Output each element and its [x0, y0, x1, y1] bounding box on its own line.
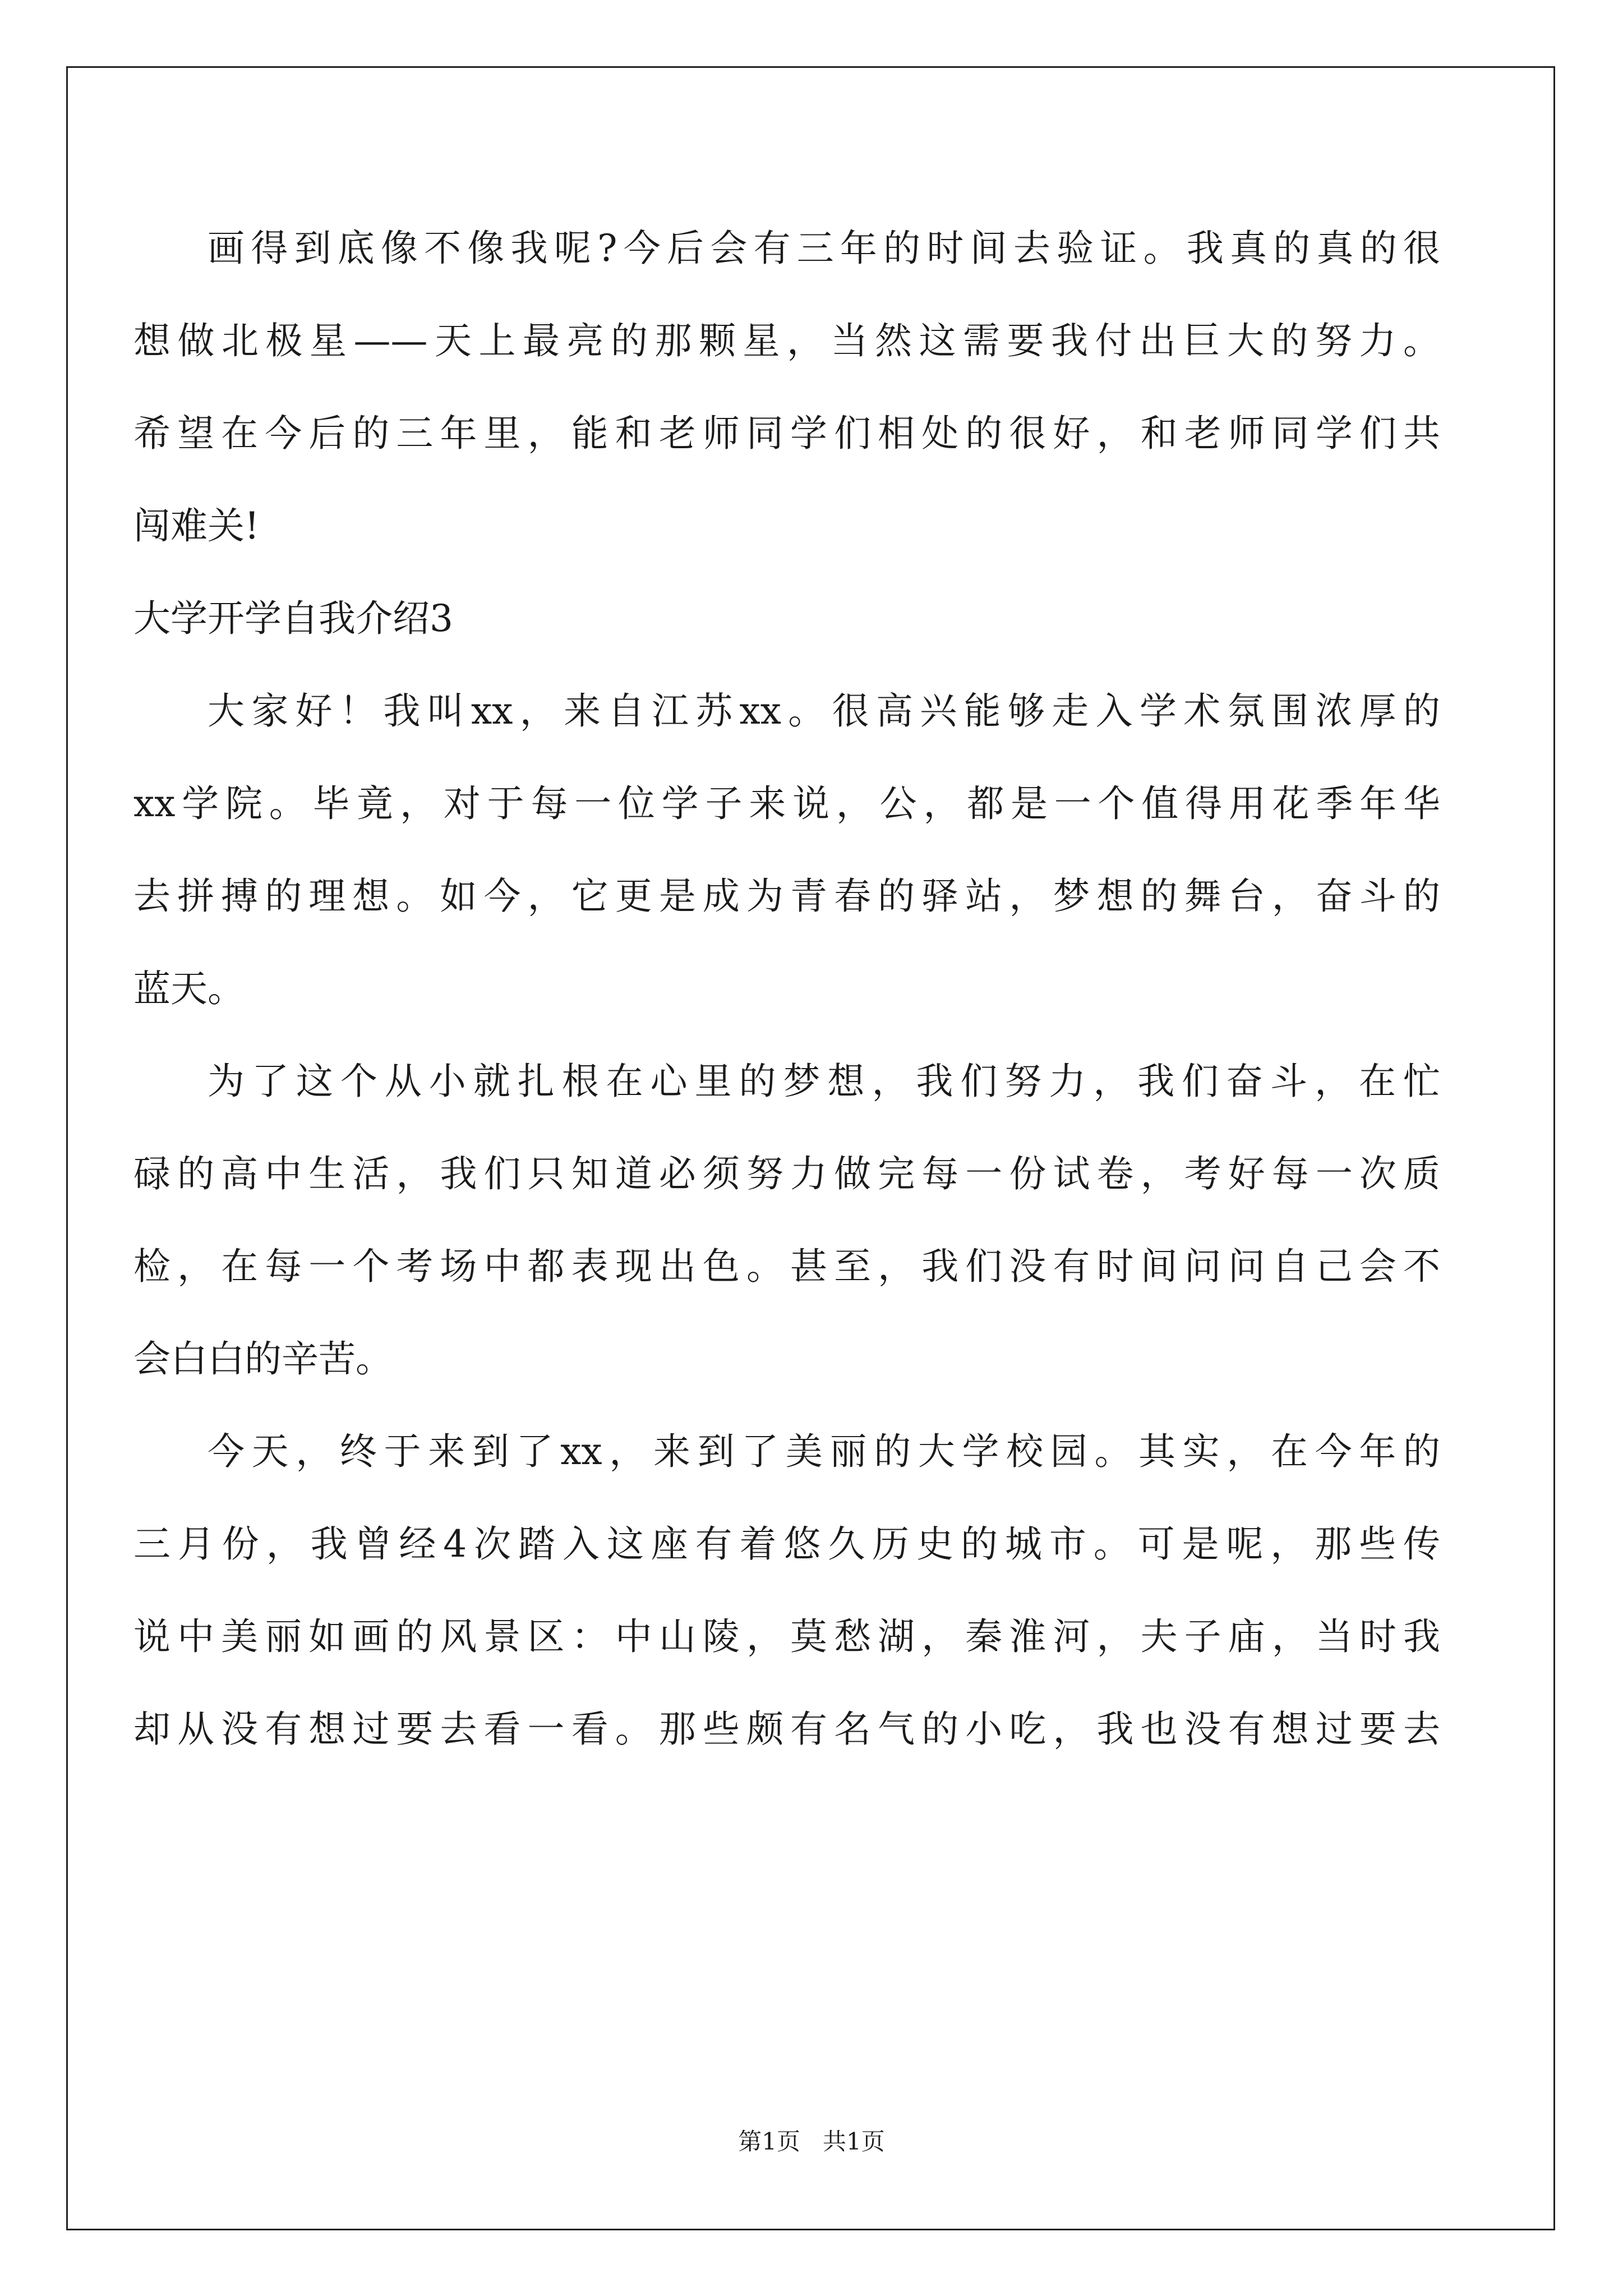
paragraph-4-line-3: 说中美丽如画的风景区：中山陵，莫愁湖，秦淮河，夫子庙，当时我 — [133, 1615, 1440, 1658]
paragraph-4-line-1: 今天，终于来到了xx，来到了美丽的大学校园。其实，在今年的 — [208, 1430, 1440, 1473]
section-heading: 大学开学自我介绍3 — [133, 597, 453, 640]
paragraph-3-line-1: 为了这个从小就扎根在心里的梦想，我们努力，我们奋斗，在忙 — [208, 1060, 1440, 1103]
paragraph-1-line-4: 闯难关! — [133, 504, 260, 547]
paragraph-1-line-1: 画得到底像不像我呢?今后会有三年的时间去验证。我真的真的很 — [208, 227, 1440, 270]
paragraph-4-line-2: 三月份，我曾经4次踏入这座有着悠久历史的城市。可是呢，那些传 — [133, 1522, 1440, 1566]
paragraph-4-line-4: 却从没有想过要去看一看。那些颇有名气的小吃，我也没有想过要去 — [133, 1708, 1440, 1751]
page-border — [66, 66, 1555, 2230]
paragraph-1-line-2: 想做北极星——天上最亮的那颗星，当然这需要我付出巨大的努力。 — [133, 319, 1440, 362]
paragraph-2-line-2: xx学院。毕竟，对于每一位学子来说，公，都是一个值得用花季年华 — [133, 782, 1440, 825]
paragraph-3-line-2: 碌的高中生活，我们只知道必须努力做完每一份试卷，考好每一次质 — [133, 1152, 1440, 1195]
paragraph-3-line-4: 会白白的辛苦。 — [133, 1337, 393, 1381]
paragraph-1-line-3: 希望在今后的三年里，能和老师同学们相处的很好，和老师同学们共 — [133, 412, 1440, 455]
paragraph-2-line-3: 去拼搏的理想。如今，它更是成为青春的驿站，梦想的舞台，奋斗的 — [133, 875, 1440, 918]
paragraph-3-line-3: 检，在每一个考场中都表现出色。甚至，我们没有时间问问自己会不 — [133, 1245, 1440, 1288]
paragraph-2-line-1: 大家好！我叫xx，来自江苏xx。很高兴能够走入学术氛围浓厚的 — [208, 689, 1440, 733]
page-number-footer: 第1页 共1页 — [738, 2128, 885, 2155]
paragraph-2-line-4: 蓝天。 — [133, 967, 245, 1010]
